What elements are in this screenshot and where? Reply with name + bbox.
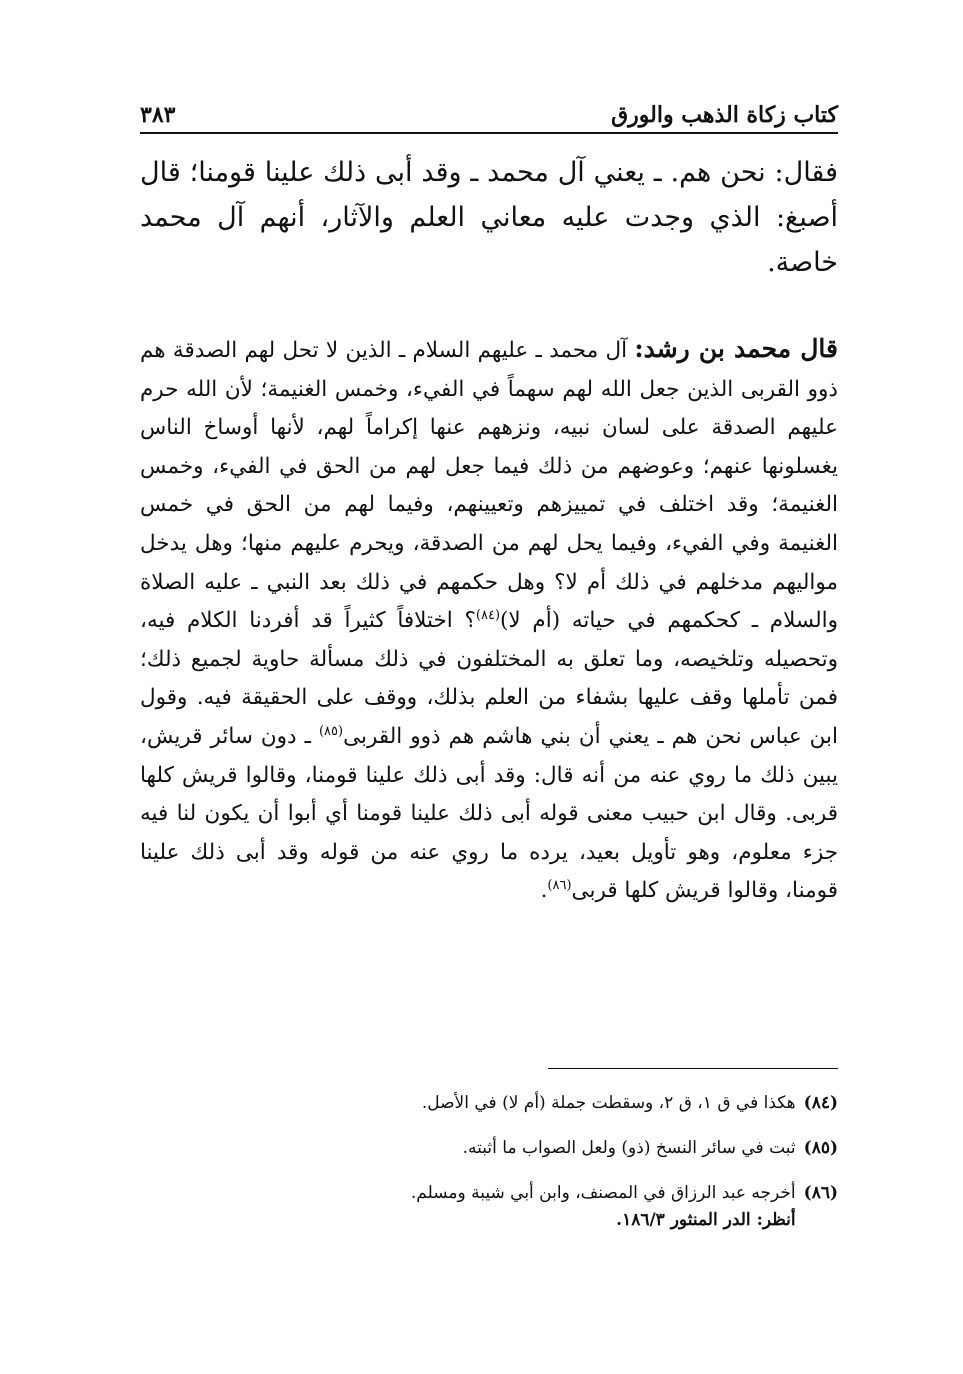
paragraph-2-text-c: ـ دون سائر قريش، يبين ذلك ما روي عنه من أنه قال: وقد أبى ذلك علينا قومنا، وقالوا قريش كلها قربى. وقال ابن حبيب معنى قوله أبى ذلك علينا قومنا أي أبوا أن يكون لنا فيه جزء معلوم، وهو تأويل بعيد، يرده ما روي عنه من قوله وقد أبى ذلك علينا قومنا، وقالوا قريش كلها قربى <box>140 723 838 904</box>
footnote-ref-84: (٨٤) <box>475 608 501 623</box>
paragraph-2 <box>140 330 838 911</box>
footnote-ref-86: (٨٦) <box>547 878 572 894</box>
paragraph-2-text-d: . <box>540 878 548 904</box>
footnote-ref-85: (٨٥) <box>318 723 344 739</box>
footnote-text: ثبت في سائر النسخ (ذو) ولعل الصواب ما أثبته. <box>462 1138 796 1158</box>
paragraph-2-lead: قال محمد بن رشد: <box>634 334 838 363</box>
footnote-body <box>140 1180 796 1234</box>
footnote <box>140 1090 838 1117</box>
footnote-text: أخرجه عبد الرزاق في المصنف، وابن أبي شيبة ومسلم. <box>410 1183 796 1203</box>
footnote-number: (٨٥) <box>803 1138 838 1158</box>
footnote <box>140 1180 838 1234</box>
page-number: ٣٨٣ <box>140 102 176 128</box>
footnote-number: (٨٦) <box>803 1183 838 1203</box>
running-title: كتاب زكاة الذهب والورق <box>611 102 838 128</box>
paragraph-2-text-b: ؟ اختلافاً كثيراً قد أفردنا الكلام فيه، وتحصيله وتلخيصه، وما تعلق به المختلفون في ذلك مسألة حاوية لجميع ذلك؛ فمن تأملها وقف عليها بشفاء من العلم بذلك، ووقف على الحقيقة فيه. وقول ابن عباس نحن هم ـ يعني أن بني هاشم هم ذوو القربى <box>140 608 838 749</box>
footnote-separator <box>548 1068 838 1069</box>
paragraph-1: فقال: نحن هم. ـ يعني آل محمد ـ وقد أبى ذلك علينا قومنا؛ قال أصبغ: الذي وجدت عليه معاني العلم والآثار، أنهم آل محمد خاصة. <box>140 157 838 278</box>
footnote <box>140 1135 838 1162</box>
footnote-number: (٨٤) <box>803 1093 838 1113</box>
paragraph-2-text-a: آل محمد ـ عليهم السلام ـ الذين لا تحل لهم الصدقة هم ذوو القربى الذين جعل الله لهم سهماً في الفيء، وخمس الغنيمة؛ لأن الله حرم عليهم الصدقة على لسان نبيه، ونزههم عنها إكراماً لهم، لأنها أوساخ الناس يغسلونها عنهم؛ وعوضهم من ذلك فيما جعل لهم من الحق في الفيء، وخمس الغنيمة؛ وقد اختلف في تمييزهم وتعيينهم، وفيما لهم من الحق في خمس الغنيمة وفي الفيء، وفيما يحل لهم من الصدقة، ويحرم عليهم منها؛ وهل يدخل مواليهم مدخلهم في ذلك أم لا؟ وهل حكمهم في ذلك بعد النبي ـ عليه الصلاة والسلام ـ كحكمهم في حياته (أم لا) <box>140 338 838 634</box>
page-header <box>140 88 838 134</box>
footnote-reference: أنظر: الدر المنثور ١٨٦/٣. <box>616 1210 796 1230</box>
footnotes <box>140 1090 838 1252</box>
footnote-text: هكذا في ق ١، ق ٢، وسقطت جملة (أم لا) في الأصل. <box>421 1093 796 1113</box>
